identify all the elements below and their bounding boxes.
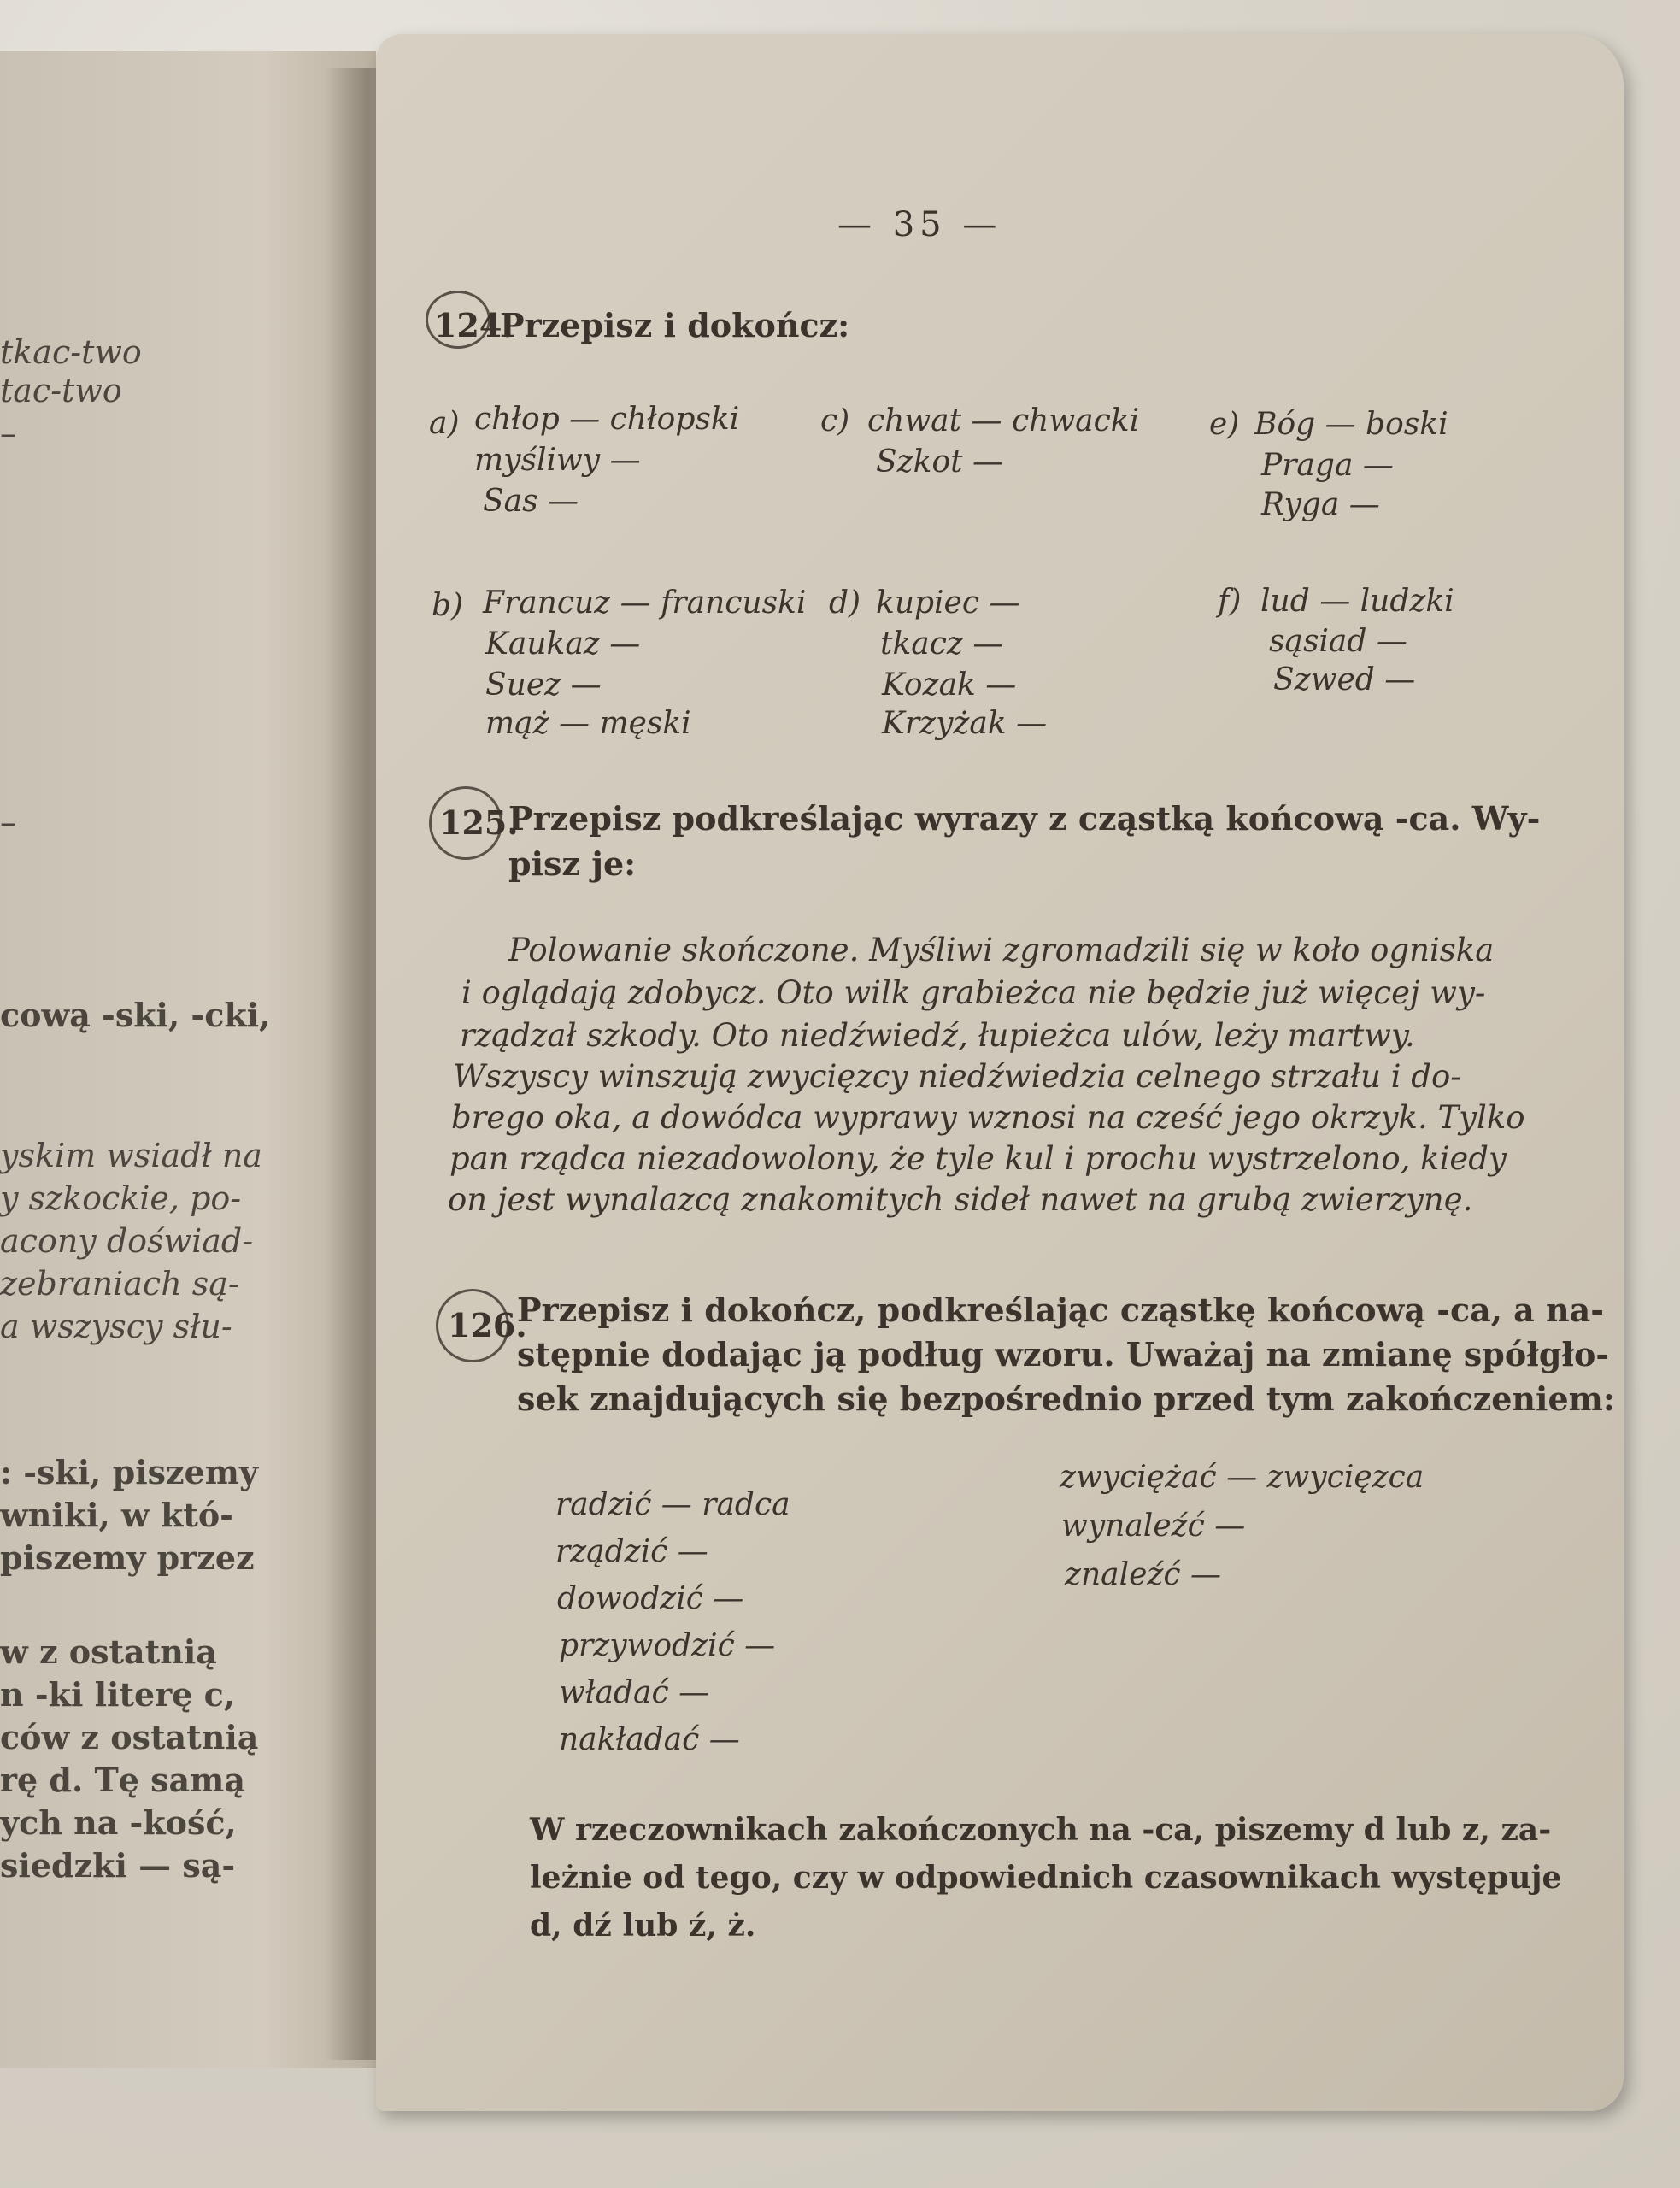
col-e-label: e)	[1209, 407, 1240, 442]
left-line: rę d. Tę samą	[0, 1761, 245, 1799]
word-line: mąż — męski	[485, 706, 691, 741]
right-page	[376, 34, 1624, 2111]
exercise-124-number: 124.	[434, 306, 514, 344]
exercise-125-number: 125.	[439, 803, 519, 842]
col-a-label: a)	[429, 406, 460, 441]
left-line: cową -ski, -cki,	[0, 996, 271, 1034]
left-line: tac-two	[0, 372, 122, 409]
word-line: myśliwy —	[474, 443, 641, 478]
text-line: Wszyscy winszują zwycięzcy niedźwiedzia celnego strzału i do-	[453, 1058, 1461, 1095]
word-line: Kozak —	[882, 668, 1017, 703]
exercise-126-number: 126.	[448, 1306, 527, 1344]
exercise-126-title: stępnie dodając ją podług wzoru. Uważaj na zmianę spółgło-	[517, 1335, 1610, 1373]
word-line: Szkot —	[876, 444, 1004, 479]
word-line: Bóg — boski	[1254, 407, 1448, 442]
word-line: zwyciężać — zwycięzca	[1060, 1460, 1424, 1495]
left-line: tkac-two	[0, 333, 142, 371]
rule-text: d, dź lub ź, ż.	[530, 1908, 756, 1944]
exercise-125-title: Przepisz podkreślając wyrazy z cząstką końcową -ca. Wy-	[508, 799, 1541, 838]
col-d-label: d)	[829, 585, 861, 621]
left-line: n -ki literę c,	[0, 1675, 236, 1714]
rule-text: W rzeczownikach zakończonych na -ca, piszemy d lub z, za-	[530, 1812, 1552, 1848]
left-line: : -ski, piszemy	[0, 1453, 259, 1491]
left-line: yskim wsiadł na	[0, 1137, 262, 1174]
word-line: tkacz —	[880, 626, 1004, 662]
exercise-126-title: Przepisz i dokończ, podkreślając cząstkę końcową -ca, a na-	[517, 1291, 1605, 1329]
left-line: ych na -kość,	[0, 1803, 237, 1842]
word-line: znaleźć —	[1065, 1557, 1222, 1592]
left-line: wniki, w któ-	[0, 1496, 233, 1534]
word-line: dowodzić —	[557, 1581, 744, 1616]
text-line: on jest wynalazcą znakomitych sideł nawet na grubą zwierzynę.	[448, 1181, 1473, 1218]
word-line: Kaukaz —	[485, 626, 641, 662]
word-line: Suez —	[485, 668, 602, 703]
word-line: nakładać —	[559, 1722, 740, 1757]
left-line: acony doświad-	[0, 1222, 254, 1260]
left-line: –	[0, 803, 16, 841]
word-line: Szwed —	[1273, 662, 1416, 697]
text-line: Polowanie skończone. Myśliwi zgromadzili się w koło ogniska	[508, 932, 1495, 968]
left-line: w z ostatnią	[0, 1632, 217, 1671]
word-line: Praga —	[1261, 448, 1394, 483]
exercise-126-title: sek znajdujących się bezpośrednio przed tym zakończeniem:	[517, 1379, 1615, 1418]
word-line: rządzić —	[555, 1534, 708, 1569]
col-f-label: f)	[1218, 584, 1242, 619]
col-b-label: b)	[432, 588, 464, 623]
word-line: chłop — chłopski	[474, 402, 740, 437]
left-line: –	[0, 415, 16, 452]
word-line: wynaleźć —	[1061, 1509, 1246, 1544]
word-line: radzić — radca	[555, 1487, 790, 1522]
text-line: brego oka, a dowódca wyprawy wznosi na cześć jego okrzyk. Tylko	[451, 1099, 1525, 1136]
word-line: władać —	[559, 1675, 710, 1710]
left-page	[0, 51, 376, 2068]
exercise-125-title-cont: pisz je:	[508, 844, 637, 883]
word-line: kupiec —	[876, 585, 1020, 621]
word-line: Ryga —	[1261, 487, 1380, 522]
word-line: Krzyżak —	[882, 706, 1048, 741]
word-line: Francuz — francuski	[483, 585, 807, 621]
col-c-label: c)	[820, 403, 850, 438]
left-line: ców z ostatnią	[0, 1718, 259, 1756]
word-line: przywodzić —	[559, 1628, 776, 1663]
left-line: y szkockie, po-	[0, 1179, 242, 1217]
word-line: sąsiad —	[1269, 624, 1407, 659]
left-line: siedzki — są-	[0, 1846, 236, 1885]
text-line: pan rządca niezadowolony, że tyle kul i prochu wystrzelono, kiedy	[449, 1140, 1507, 1177]
exercise-124-title: Przepisz i dokończ:	[500, 306, 850, 344]
left-line: piszemy przez	[0, 1538, 255, 1577]
text-line: i oglądają zdobycz. Oto wilk grabieżca nie będzie już więcej wy-	[461, 974, 1486, 1011]
left-line: a wszyscy słu-	[0, 1308, 232, 1345]
text-line: rządzał szkody. Oto niedźwiedź, łupieżca ulów, leży martwy.	[460, 1017, 1415, 1054]
rule-text: leżnie od tego, czy w odpowiednich czasownikach występuje	[530, 1860, 1562, 1896]
page-number: — 35 —	[837, 205, 1002, 244]
word-line: Sas —	[483, 484, 579, 519]
word-line: lud — ludzki	[1260, 584, 1454, 619]
left-line: zebraniach są-	[0, 1265, 239, 1303]
word-line: chwat — chwacki	[867, 403, 1140, 438]
